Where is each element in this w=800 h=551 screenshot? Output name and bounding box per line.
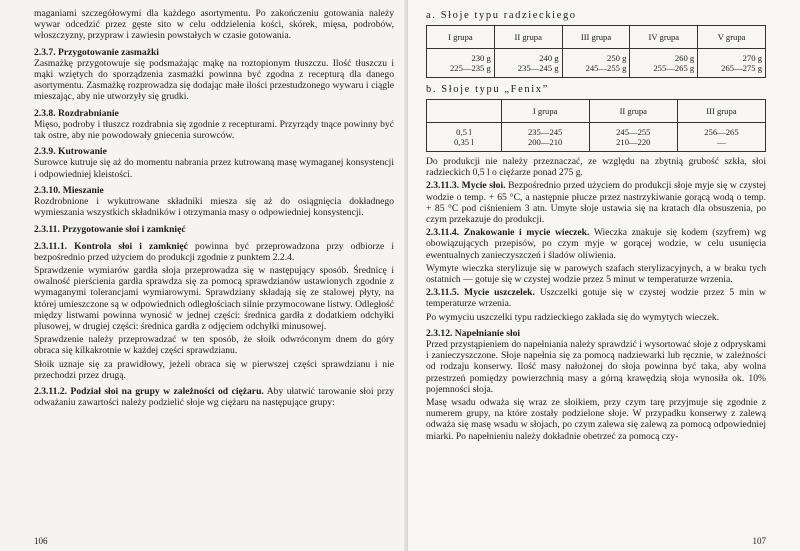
table-b-range: — [717, 137, 726, 147]
table-a-range: 225—235 g [449, 63, 491, 73]
table-a-header: II grupa [494, 26, 562, 49]
table-a-cell [427, 49, 495, 78]
paragraph-sterylizacja-wieczek: Wymyte wieczka sterylizuje się w parowych szafach sterylizacyjnych, a w braku tych ostatnich — gotuje się w czystej wodzie przez 5 minut w temperaturze wrzenia. [426, 262, 766, 286]
table-b-range: 200—210 [527, 137, 563, 147]
paragraph-sloik-prawidlowy: Słoik uznaje się za prawidłowy, jeżeli obraca się w pierwszej części sprawdzianu i nie przechodzi przez drugą. [34, 358, 394, 381]
table-a-data-row [427, 49, 766, 78]
table-a-cell [630, 49, 698, 78]
table-b-header: II grupa [589, 100, 677, 123]
paragraph-kutrowanie: Surowce kutruje się aż do momentu nabrania przez kutrowaną masę wymaganej konsystencji i odpowiedniej kleistości. [34, 157, 394, 180]
table-b-range: 245—255 [616, 127, 651, 137]
text-kontrola: powinna być przeprowadzona przy odbiorze i bezpośrednio przed użyciem do produkcji zgodnie z punktem 2.2.4. [34, 240, 394, 263]
heading-mycie-uszczelek: 2.3.11.5. Mycie uszczelek. [426, 287, 535, 299]
table-b-cell [427, 123, 502, 152]
table-b-header: III grupa [677, 100, 765, 123]
paragraph-sprawdzenie-wymiarow: Sprawdzenie wymiarów gardła słoja przeprowadza się w następujący sposób. Średnicę i owalność pierścienia gardła sprawdza się za pomocą sprawdzianów ustawionych zgodnie z wymaganymi tolerancjami wymiarowymi. Sprawdziany składają się ze stalowej płyty, na której umieszczone są w odpowiednich odległościach silnie przymocowane listwy. Odległość między listwami powinna wynosić w jednej części: średnica gardła z dodatkiem odchyłki plusowej, w drugiej części: średnica gardła z odjęciem odchyłki minusowej. [34, 265, 394, 333]
heading-zasmazka: 2.3.7. Przygotowanie zasmażki [34, 46, 159, 58]
table-a-range: 255—265 g [653, 63, 695, 73]
page-number-left: 106 [34, 536, 48, 546]
table-b-header: I grupa [501, 100, 589, 123]
text-mycie-sloi: Bezpośrednio przed użyciem do produkcji słoje myje się w czystej wodzie o temp. + 65 °C, a następnie płucze przez nastrzykiwanie gorącą wodą o temp. + 85 °C pod ciśnieniem 3 atn. Umyte słoje ustawia się na kratach dla obsuszenia, po czym przekazuje do produkcji. [426, 180, 766, 226]
table-b-title: b. Słoje typu „Fenix” [426, 84, 549, 95]
heading-podzial-sloi: 2.3.11.2. Podział słoi na grupy w zależności od ciężaru. [34, 386, 264, 398]
heading-znakowanie: 2.3.11.4. Znakowanie i mycie wieczek. [426, 227, 590, 239]
paragraph-uszczelki-radzieckie: Po wymyciu uszczelki typu radzieckiego zakłada się do wymytych wieczek. [426, 311, 720, 323]
paragraph-zasmazka: Zasmażkę przygotowuje się podsmażając mąkę na roztopionym tłuszczu. Ilość tłuszczu i mąki wziętych do sporządzenia zasmażki powinna być zgodna z recepturą dla danego asortymentu. Zasmażkę rozprowadza się dodając małe ilości przestudzonego wywaru i ciągle mieszając, aby nie utworzyły się grudki. [34, 57, 394, 103]
paragraph-masa-wsadu: Masę wsadu odważa się wraz ze słoikiem, przy czym tarę przyjmuje się zgodnie z numerem grupy, na które zostały podzielone słoje. W przypadku konserwy z zalewą odważa się masę wsadu w słojach, po czym zalewa się zalewą za pomocą odpowiedniej miarki. Po napełnieniu należy dokładnie obetrzeć za pomocą czy- [426, 397, 766, 442]
text-znakowanie: Wieczka znakuje się kodem (szyfrem) wg obowiązujących przepisów, po czym myje w gorącej wodzie, w celu usunięcia ewentualnych zanieczyszczeń i śladów oliwienia. [426, 227, 766, 261]
text-mycie-uszczelek: Uszczelki gotuje się w czystej wodzie przez 5 min w temperaturze wrzenia. [426, 287, 766, 310]
heading-mieszanie: 2.3.10. Mieszanie [34, 184, 104, 196]
paragraph-grubosc-szkla: Do produkcji nie należy przeznaczać, ze względu na zbytnią grubość szkła, słoi radzieckich 0,5 l o ciężarze ponad 275 g. [426, 156, 766, 179]
intro-paragraph: maganiami szczegółowymi dla każdego asortymentu. Po zakończeniu gotowania należy wywar odcedzić przez gęste sito w celu oddzielenia kości, skórek, mięsa, podrobów, włoszczyzny, przypraw i zawiesin powstałych w czasie gotowania. [34, 8, 394, 42]
table-b-cell [501, 123, 589, 152]
table-a-weight: 250 g [607, 53, 627, 63]
table-a-header: V grupa [698, 26, 766, 49]
table-a-header: III grupa [562, 26, 630, 49]
table-a-weight: 260 g [674, 53, 695, 63]
table-a-header: IV grupa [630, 26, 698, 49]
table-a-range: 245—255 g [585, 63, 627, 73]
table-b-capacity: 0,5 l [456, 127, 472, 137]
table-radzieckie [426, 25, 766, 78]
table-a-header: I grupa [427, 26, 495, 49]
page-number-right: 107 [752, 536, 766, 546]
table-b-cell [677, 123, 765, 152]
paragraph-mycie-sloi [426, 180, 766, 225]
table-a-header-row [427, 26, 766, 49]
heading-rozdrabnianie: 2.3.8. Rozdrabnianie [34, 107, 119, 119]
table-b-data-row [427, 123, 766, 152]
paragraph-znakowanie [426, 227, 766, 261]
heading-kutrowanie: 2.3.9. Kutrowanie [34, 146, 107, 158]
paragraph-podzial-sloi [34, 386, 394, 408]
heading-napelnianie: 2.3.12. Napełnianie słoi [426, 327, 521, 339]
paragraph-mieszanie: Rozdrobnione i wykutrowane składniki miesza się aż do osiągnięcia dokładnego wymieszania wszystkich składników i otrzymania masy o odpowiedniej konsystencji. [34, 196, 394, 219]
table-b-range: 256—265 [704, 127, 739, 137]
table-b-capacity: 0,35 l [454, 137, 474, 147]
table-a-cell [494, 49, 562, 78]
table-b-header [427, 100, 502, 123]
paragraph-rozdrabnianie: Mięso, podroby i tłuszcz rozdrabnia się zgodnie z recepturami. Przyrządy tnące powinny być tak ostre, aby nie powodowały gniecenia surowców. [34, 118, 394, 142]
paragraph-napelnianie: Przed przystąpieniem do napełniania należy sprawdzić i wysortować słoje z odpryskami i zanieczyszczone. Słoje napełnia się za pomocą nadziewarki lub ręcznie, w zależności od rodzaju konserwy. Ilość masy nałożonej do słoja powinna być taka, aby wolna przestrzeń pomiędzy powierzchnią masy a górną krawędzią słoja wynosiła ok. 10% pojemności słoja. [426, 339, 766, 395]
table-fenix [426, 99, 766, 152]
table-b-range: 235—245 [527, 127, 563, 137]
table-b-header-row [427, 100, 766, 123]
paragraph-kontrola [34, 241, 394, 263]
table-b-cell [589, 123, 677, 152]
table-a-weight: 230 g [471, 53, 491, 63]
table-a-cell [698, 49, 766, 78]
text-podzial-sloi: Aby ułatwić tarowanie słoi przy odważaniu zawartości należy podzielić słoje wg ciężaru na następujące grupy: [34, 386, 394, 409]
heading-przygotowanie-sloi: 2.3.11. Przygotowanie słoi i zamknięć [34, 224, 186, 236]
heading-mycie-sloi: 2.3.11.3. Mycie słoi. [426, 180, 506, 192]
paragraph-sprawdzenie-sposob: Sprawdzenie należy przeprowadzać w ten sposób, że słoik odwróconym dnem do góry obraca się kilkakrotnie w każdej części sprawdzianu. [34, 334, 394, 357]
table-b-range: 210—220 [616, 137, 651, 147]
paragraph-mycie-uszczelek [426, 287, 766, 309]
table-a-weight: 270 g [742, 53, 762, 63]
right-page [408, 0, 800, 551]
heading-kontrola: 2.3.11.1. Kontrola słoi i zamknięć [34, 240, 188, 252]
table-a-weight: 240 g [539, 53, 559, 63]
table-a-range: 265—275 g [721, 63, 762, 73]
table-a-cell [562, 49, 630, 78]
table-a-range: 235—245 g [517, 63, 559, 73]
table-a-title: a. Słoje typu radzieckiego [426, 10, 577, 21]
